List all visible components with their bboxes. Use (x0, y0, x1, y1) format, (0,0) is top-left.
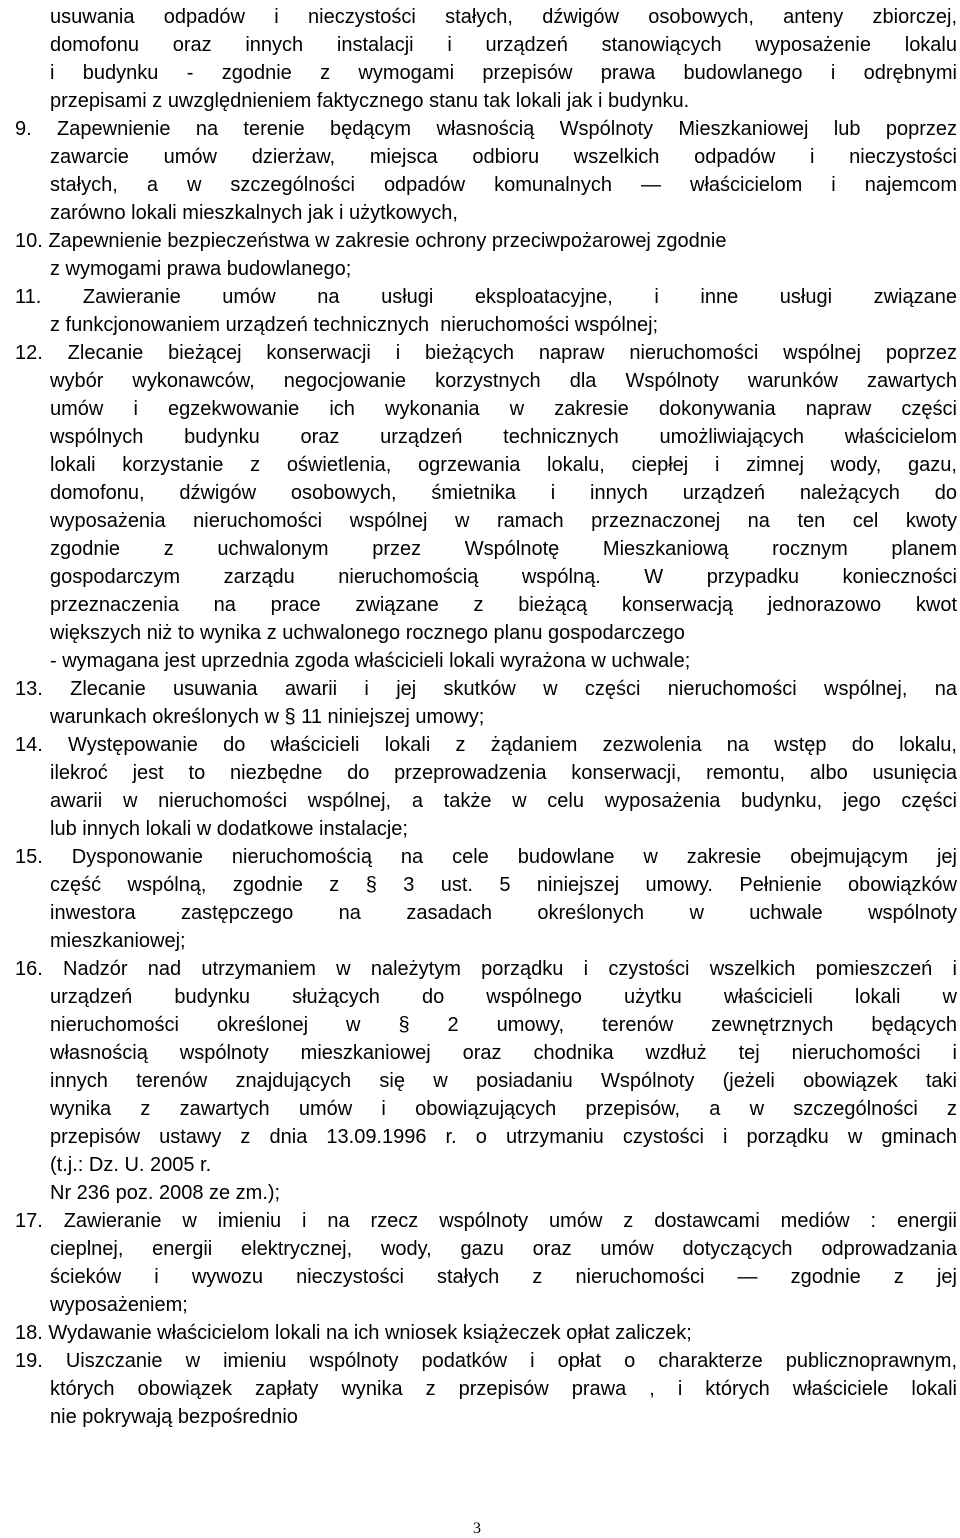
text-line: 9. Zapewnienie na terenie będącym własnością Wspólnoty Mieszkaniowej lub poprzez (15, 118, 957, 140)
text-line: zawarcie umów dzierżaw, miejsca odbioru wszelkich odpadów i nieczystości (50, 146, 957, 168)
text-line: zgodnie z uchwalonym przez Wspólnotę Mieszkaniową rocznym planem (50, 538, 957, 560)
text-line: 11. Zawieranie umów na usługi eksploatacyjne, i inne usługi związane (15, 286, 957, 308)
text-line: umów i egzekwowanie ich wykonania w zakresie dokonywania napraw części (50, 398, 957, 420)
text-line: usuwania odpadów i nieczystości stałych, dźwigów osobowych, anteny zbiorczej, (50, 6, 957, 28)
text-line: lokali korzystanie z oświetlenia, ogrzewania lokalu, ciepłej i zimnej wody, gazu, (50, 454, 957, 476)
text-line: domofonu oraz innych instalacji i urządzeń stanowiących wyposażenie lokalu (50, 34, 957, 56)
text-line: urządzeń budynku służących do wspólnego użytku właścicieli lokali w (50, 986, 957, 1008)
text-line: przeznaczenia na prace związane z bieżącą konserwacją jednorazowo kwot (50, 594, 957, 616)
text-line: 13. Zlecanie usuwania awarii i jej skutków w części nieruchomości wspólnej, na (15, 678, 957, 700)
text-line: zarówno lokali mieszkalnych jak i użytkowych, (50, 202, 458, 224)
text-line: innych terenów znajdujących się w posiadaniu Wspólnoty (jeżeli obowiązek taki (50, 1070, 957, 1092)
text-line: przepisami z uwzględnieniem faktycznego stanu tak lokali jak i budynku. (50, 90, 690, 112)
text-line: nieruchomości określonej w § 2 umowy, terenów zewnętrznych będących (50, 1014, 957, 1036)
text-line: warunkach określonych w § 11 niniejszej umowy; (50, 706, 485, 728)
text-line: inwestora zastępczego na zasadach określonych w uchwale wspólnoty (50, 902, 957, 924)
text-line: wybór wykonawców, negocjowanie korzystnych dla Wspólnoty warunków zawartych (50, 370, 957, 392)
text-line: wspólnych budynku oraz urządzeń technicznych umożliwiających właścicielom (50, 426, 957, 448)
text-line: 17. Zawieranie w imieniu i na rzecz wspólnoty umów z dostawcami mediów : energii (15, 1210, 957, 1232)
text-line: większych niż to wynika z uchwalonego rocznego planu gospodarczego (50, 622, 685, 644)
text-line: ilekroć jest to niezbędne do przeprowadzenia konserwacji, remontu, albo usunięcia (50, 762, 957, 784)
text-line: domofonu, dźwigów osobowych, śmietnika i innych urządzeń należących do (50, 482, 957, 504)
page-number: 3 (473, 1520, 481, 1537)
text-line: (t.j.: Dz. U. 2005 r. (50, 1154, 212, 1176)
text-line: - wymagana jest uprzednia zgoda właścicieli lokali wyrażona w uchwale; (50, 650, 691, 672)
text-line: i budynku - zgodnie z wymogami przepisów prawa budowlanego i odrębnymi (50, 62, 957, 84)
text-line: ścieków i wywozu nieczystości stałych z nieruchomości — zgodnie z jej (50, 1266, 957, 1288)
text-line: przepisów ustawy z dnia 13.09.1996 r. o utrzymaniu czystości i porządku w gminach (50, 1126, 957, 1148)
text-line: gospodarczym zarządu nieruchomością wspólną. W przypadku konieczności (50, 566, 957, 588)
text-line: część wspólną, zgodnie z § 3 ust. 5 niniejszej umowy. Pełnienie obowiązków (50, 874, 957, 896)
text-line: 16. Nadzór nad utrzymaniem w należytym porządku i czystości wszelkich pomieszczeń i (15, 958, 957, 980)
text-line: wyposażenia nieruchomości wspólnej w ramach przeznaczonej na ten cel kwoty (50, 510, 957, 532)
text-line: 10. Zapewnienie bezpieczeństwa w zakresie ochrony przeciwpożarowej zgodnie (15, 230, 727, 252)
text-line: z funkcjonowaniem urządzeń technicznych nieruchomości wspólnej; (50, 314, 659, 336)
text-line: mieszkaniowej; (50, 930, 186, 952)
text-line: własnością wspólnoty mieszkaniowej oraz chodnika wzdłuż tej nieruchomości i (50, 1042, 957, 1064)
text-line: nie pokrywają bezpośrednio (50, 1406, 298, 1428)
text-line: 19. Uiszczanie w imieniu wspólnoty podatków i opłat o charakterze publicznoprawnym, (15, 1350, 957, 1372)
text-line: wyposażeniem; (50, 1294, 188, 1316)
text-line: 18. Wydawanie właścicielom lokali na ich wniosek książeczek opłat zaliczek; (15, 1322, 692, 1344)
text-line: cieplnej, energii elektrycznej, wody, gazu oraz umów dotyczących odprowadzania (50, 1238, 957, 1260)
text-line: wynika z zawartych umów i obowiązujących przepisów, a w szczególności z (50, 1098, 957, 1120)
text-line: Nr 236 poz. 2008 ze zm.); (50, 1182, 281, 1204)
text-line: 15. Dysponowanie nieruchomością na cele budowlane w zakresie obejmującym jej (15, 846, 957, 868)
text-line: stałych, a w szczególności odpadów komunalnych — właścicielom i najemcom (50, 174, 957, 196)
text-line: z wymogami prawa budowlanego; (50, 258, 352, 280)
text-line: 14. Występowanie do właścicieli lokali z żądaniem zezwolenia na wstęp do lokalu, (15, 734, 957, 756)
text-line: awarii w nieruchomości wspólnej, a także w celu wyposażenia budynku, jego części (50, 790, 957, 812)
text-line: 12. Zlecanie bieżącej konserwacji i bieżących napraw nieruchomości wspólnej poprzez (15, 342, 957, 364)
text-line: których obowiązek zapłaty wynika z przepisów prawa , i których właściciele lokali (50, 1378, 957, 1400)
text-line: lub innych lokali w dodatkowe instalacje; (50, 818, 408, 840)
